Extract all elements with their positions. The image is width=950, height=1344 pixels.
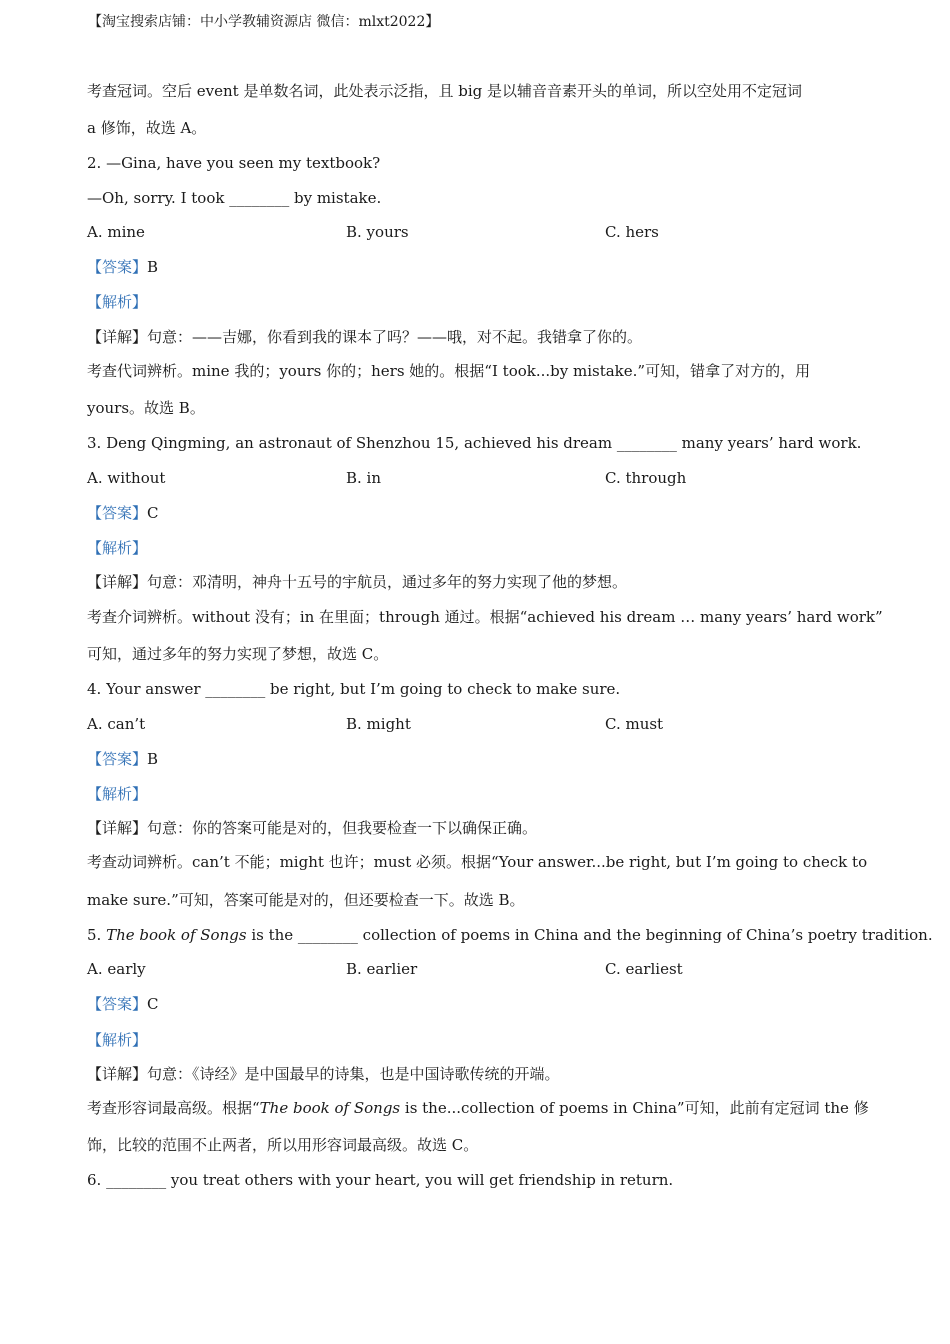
q3-explanation-line2: 可知，通过多年的努力实现了梦想，故选 C。 — [87, 645, 389, 663]
q5-analysis-tag: 【解析】 — [87, 1031, 148, 1049]
q2-option-c: C. hers — [605, 223, 659, 241]
q4-explanation-line1: 考查动词辨析。can’t 不能；might 也许；must 必须。根据“Your answer...be right, but I’m going to check to — [87, 853, 868, 871]
answer-tag: 【答案】 — [87, 504, 148, 522]
q5-explanation-line1 — [87, 1097, 869, 1119]
q3-option-a: A. without — [87, 469, 166, 487]
answer-value: C — [147, 995, 159, 1013]
answer-value: B — [147, 258, 159, 276]
q4-stem: 4. Your answer ________ be right, but I’m going to check to make sure. — [87, 680, 621, 698]
q3-detail: 【详解】句意：邓清明，神舟十五号的宇航员，通过多年的努力实现了他的梦想。 — [87, 573, 628, 591]
q2-stem-line1: 2. —Gina, have you seen my textbook? — [87, 154, 381, 172]
q2-explanation-line2: yours。故选 B。 — [87, 399, 205, 417]
q5-stem — [87, 924, 933, 946]
answer-tag: 【答案】 — [87, 995, 148, 1013]
q4-option-b: B. might — [346, 715, 411, 733]
q4-answer — [87, 748, 158, 770]
q5-option-a: A. early — [87, 960, 146, 978]
q3-answer — [87, 502, 159, 524]
q2-option-a: A. mine — [87, 223, 145, 241]
q4-explanation-line2: make sure.”可知，答案可能是对的，但还要检查一下。故选 B。 — [87, 891, 525, 909]
explain-text: is the...collection of poems in China”可知，此前有定冠词 the 修 — [400, 1099, 869, 1117]
q5-answer — [87, 993, 159, 1015]
q3-explanation-line1: 考查介词辨析。without 没有；in 在里面；through 通过。根据“achieved his dream … many years’ hard work” — [87, 608, 883, 626]
q2-answer — [87, 256, 158, 278]
q5-explanation-line2: 饰，比较的范围不止两者，所以用形容词最高级。故选 C。 — [87, 1136, 479, 1154]
q3-option-c: C. through — [605, 469, 687, 487]
q5-stem-text: is the ________ collection of poems in China and the beginning of China’s poetry tradition. — [246, 926, 933, 944]
q2-option-b: B. yours — [346, 223, 409, 241]
q2-detail: 【详解】句意：——吉娜，你看到我的课本了吗？——哦，对不起。我错拿了你的。 — [87, 328, 643, 346]
q5-option-b: B. earlier — [346, 960, 418, 978]
q4-detail: 【详解】句意：你的答案可能是对的，但我要检查一下以确保正确。 — [87, 819, 538, 837]
page-header: 【淘宝搜索店铺：中小学教辅资源店 微信：mlxt2022】 — [88, 14, 440, 30]
q4-option-a: A. can’t — [87, 715, 146, 733]
q5-detail: 【详解】句意：《诗经》是中国最早的诗集，也是中国诗歌传统的开端。 — [87, 1065, 560, 1083]
q2-analysis-tag: 【解析】 — [87, 293, 148, 311]
q2-stem-line2: —Oh, sorry. I took ________ by mistake. — [87, 189, 382, 207]
q5-option-c: C. earliest — [605, 960, 683, 978]
answer-value: C — [147, 504, 159, 522]
q2-explanation-line1: 考查代词辨析。mine 我的；yours 你的；hers 她的。根据“I took...by mistake.”可知，错拿了对方的，用 — [87, 362, 811, 380]
q4-option-c: C. must — [605, 715, 664, 733]
answer-tag: 【答案】 — [87, 258, 148, 276]
answer-value: B — [147, 750, 159, 768]
q3-option-b: B. in — [346, 469, 382, 487]
q4-analysis-tag: 【解析】 — [87, 785, 148, 803]
q3-stem: 3. Deng Qingming, an astronaut of Shenzhou 15, achieved his dream ________ many years’ hard work. — [87, 434, 862, 452]
q6-stem: 6. ________ you treat others with your heart, you will get friendship in return. — [87, 1171, 674, 1189]
explain-text: 考查形容词最高级。根据“ — [87, 1099, 260, 1117]
q3-analysis-tag: 【解析】 — [87, 539, 148, 557]
q1-explanation-line2: a 修饰，故选 A。 — [87, 119, 207, 137]
book-title: The book of Songs — [106, 926, 247, 944]
answer-tag: 【答案】 — [87, 750, 148, 768]
book-title: The book of Songs — [259, 1099, 401, 1117]
q1-explanation-line1: 考查冠词。空后 event 是单数名词，此处表示泛指，且 big 是以辅音音素开头的单词，所以空处用不定冠词 — [87, 82, 802, 100]
q5-number: 5. — [87, 926, 107, 944]
